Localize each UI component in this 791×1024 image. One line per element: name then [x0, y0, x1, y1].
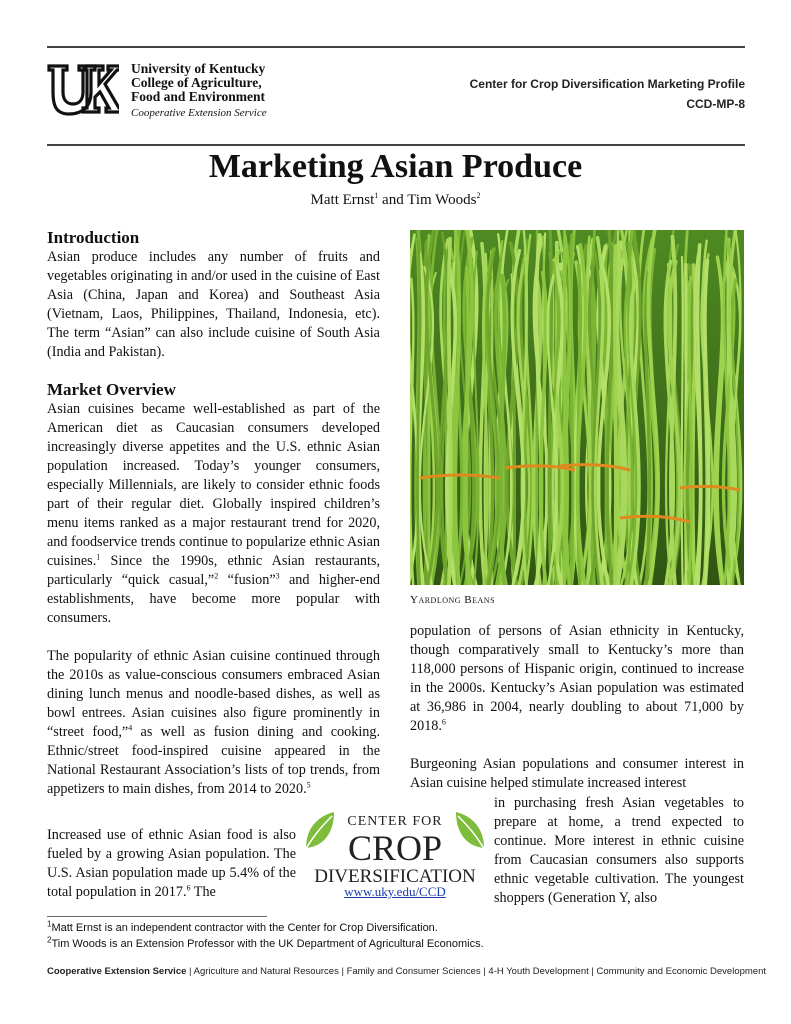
- ccd-logo-graphic: [300, 808, 490, 888]
- footnote-ref: 3: [275, 571, 280, 581]
- text-run: The: [190, 884, 216, 900]
- interest-paragraph-rest: in purchasing fresh Asian vegetables to prepare at home, a trend expected to continue. More interest in ethnic cuisine from Caucasian consumers also supports ethnic vegetable cultivation. The youngest shoppers (Generation Y, also: [494, 795, 744, 906]
- text-run: population of persons of Asian ethnicity in Kentucky, though comparatively small to Kentucky’s more than 118,000 persons of Hispanic origin, continued to increase in the 2000s. Kentucky’s Asian population was estimated at 36,986 in 2004, nearly doubling to about 71,000 by 2018.: [410, 623, 744, 734]
- left-column: [47, 228, 380, 799]
- ccd-word-diversification: DIVERSIFICATION: [314, 866, 476, 887]
- text-run: as well as fusion dining and cooking. Ethnic/street food-inspired cuisine appeared in the National Restaurant Association’s lists of top trends, from appetizers to main dishes, from 2014 to 2020.: [47, 724, 381, 797]
- market-paragraph: [47, 400, 380, 628]
- section-heading: Introduction: [47, 228, 140, 247]
- kentucky-population-paragraph: [410, 622, 744, 736]
- footnote-rule: [47, 916, 267, 917]
- footnote-ref: 1: [96, 552, 101, 562]
- text-run: Since the 1990s, ethnic Asian restaurants, particularly “quick casual,”: [47, 553, 380, 588]
- footnote-marker: 2: [47, 935, 52, 945]
- footnote-text: Matt Ernst is an independent contractor with the Center for Crop Diversification.: [51, 922, 438, 934]
- population-paragraph: [47, 826, 296, 902]
- text-run: and higher-end establishments, have become more popular with consumers.: [47, 572, 381, 626]
- text-run: Asian cuisines became well-established as part of the American diet as Caucasian consumers developed increasingly diverse appetites and the U.S. ethnic Asian population increased. Today’s younger consumers, especially Millennials, are likely to consider ethnic foods part of their regular diet. Globally inspired children’s menu items ranked as a major restaurant trend for 2020, and foodservice trends continue to popularize ethnic Asian cuisines.: [47, 401, 380, 569]
- profile-title: Center for Crop Diversification Marketing Profile: [469, 77, 745, 91]
- institution-line: Food and Environment: [131, 89, 266, 104]
- footnote-2: [47, 935, 484, 950]
- author-name: Matt Ernst: [310, 192, 375, 208]
- footnote-ref: 4: [128, 723, 133, 733]
- footnote-ref: 2: [476, 191, 481, 200]
- interest-paragraph-top: Burgeoning Asian populations and consumer interest in Asian cuisine helped stimulate increased interest: [410, 756, 744, 791]
- footnote-ref: 5: [306, 780, 311, 790]
- uk-logo: [47, 60, 297, 122]
- yardlong-beans-photo: [410, 230, 744, 585]
- footnote-ref: 2: [214, 571, 219, 581]
- footnote-text: Tim Woods is an Extension Professor with the UK Department of Agricultural Economics.: [51, 938, 484, 950]
- author-name: Tim Woods: [407, 192, 477, 208]
- header-rule: [47, 144, 745, 146]
- right-column-wrap: [494, 794, 744, 908]
- footnote-ref: 6: [441, 717, 446, 727]
- institution-name: [131, 62, 267, 120]
- text-run: “fusion”: [218, 572, 276, 588]
- program-list: | Agriculture and Natural Resources | Family and Consumer Sciences | 4-H Youth Development | Community and Economic Development: [186, 966, 767, 977]
- right-column: [410, 622, 744, 793]
- footnote-ref: 6: [186, 883, 191, 893]
- text-run: Increased use of ethnic Asian food is also fueled by a growing Asian population. The U.S. Asian population made up 5.4% of the total population in 2017.: [47, 827, 296, 900]
- section-heading: Market Overview: [47, 380, 176, 399]
- footnote-1: [47, 919, 438, 934]
- ccd-word-center: CENTER FOR: [347, 814, 443, 829]
- institution-line: University of Kentucky: [131, 61, 266, 76]
- leaf-icon: [304, 812, 334, 852]
- left-column-bottom: [47, 826, 296, 902]
- leaf-icon: [456, 812, 486, 852]
- page-title: Marketing Asian Produce: [208, 148, 583, 185]
- program-areas-bar: [47, 966, 767, 977]
- footnote-ref: 1: [374, 191, 379, 200]
- beans-image: [410, 230, 744, 585]
- ccd-website-link[interactable]: www.uky.edu/CCD: [344, 884, 446, 899]
- top-rule: [47, 46, 745, 48]
- institution-line: College of Agriculture,: [131, 75, 262, 90]
- program-bold: Cooperative Extension Service: [47, 966, 187, 977]
- intro-paragraph: Asian produce includes any number of fruits and vegetables originating in and/or used in the cuisine of East Asia (China, Japan and Korea) and Southeast Asia (Vietnam, Laos, Philippines, Thailand, Indonesia, etc). The term “Asian” can also include cuisine of South Asia (India and Pakistan).: [47, 249, 380, 360]
- authors: [0, 192, 791, 209]
- profile-label: [470, 74, 745, 114]
- market-paragraph: [47, 647, 380, 799]
- footnote-marker: 1: [47, 919, 52, 929]
- extension-service-label: Cooperative Extension Service: [131, 107, 267, 119]
- author-conjunction: and: [378, 192, 408, 208]
- text-run: The popularity of ethnic Asian cuisine continued through the 2010s as value-conscious consumers embraced Asian dining lunch menus and noodle-based dishes, as well as bowl entrees. Asian cuisines also figure prominently in “street food,”: [47, 648, 380, 740]
- profile-code: CCD-MP-8: [686, 97, 745, 111]
- photo-caption: Yardlong Beans: [410, 594, 496, 606]
- uk-monogram-icon: [47, 64, 119, 116]
- ccd-word-crop: CROP: [347, 828, 443, 868]
